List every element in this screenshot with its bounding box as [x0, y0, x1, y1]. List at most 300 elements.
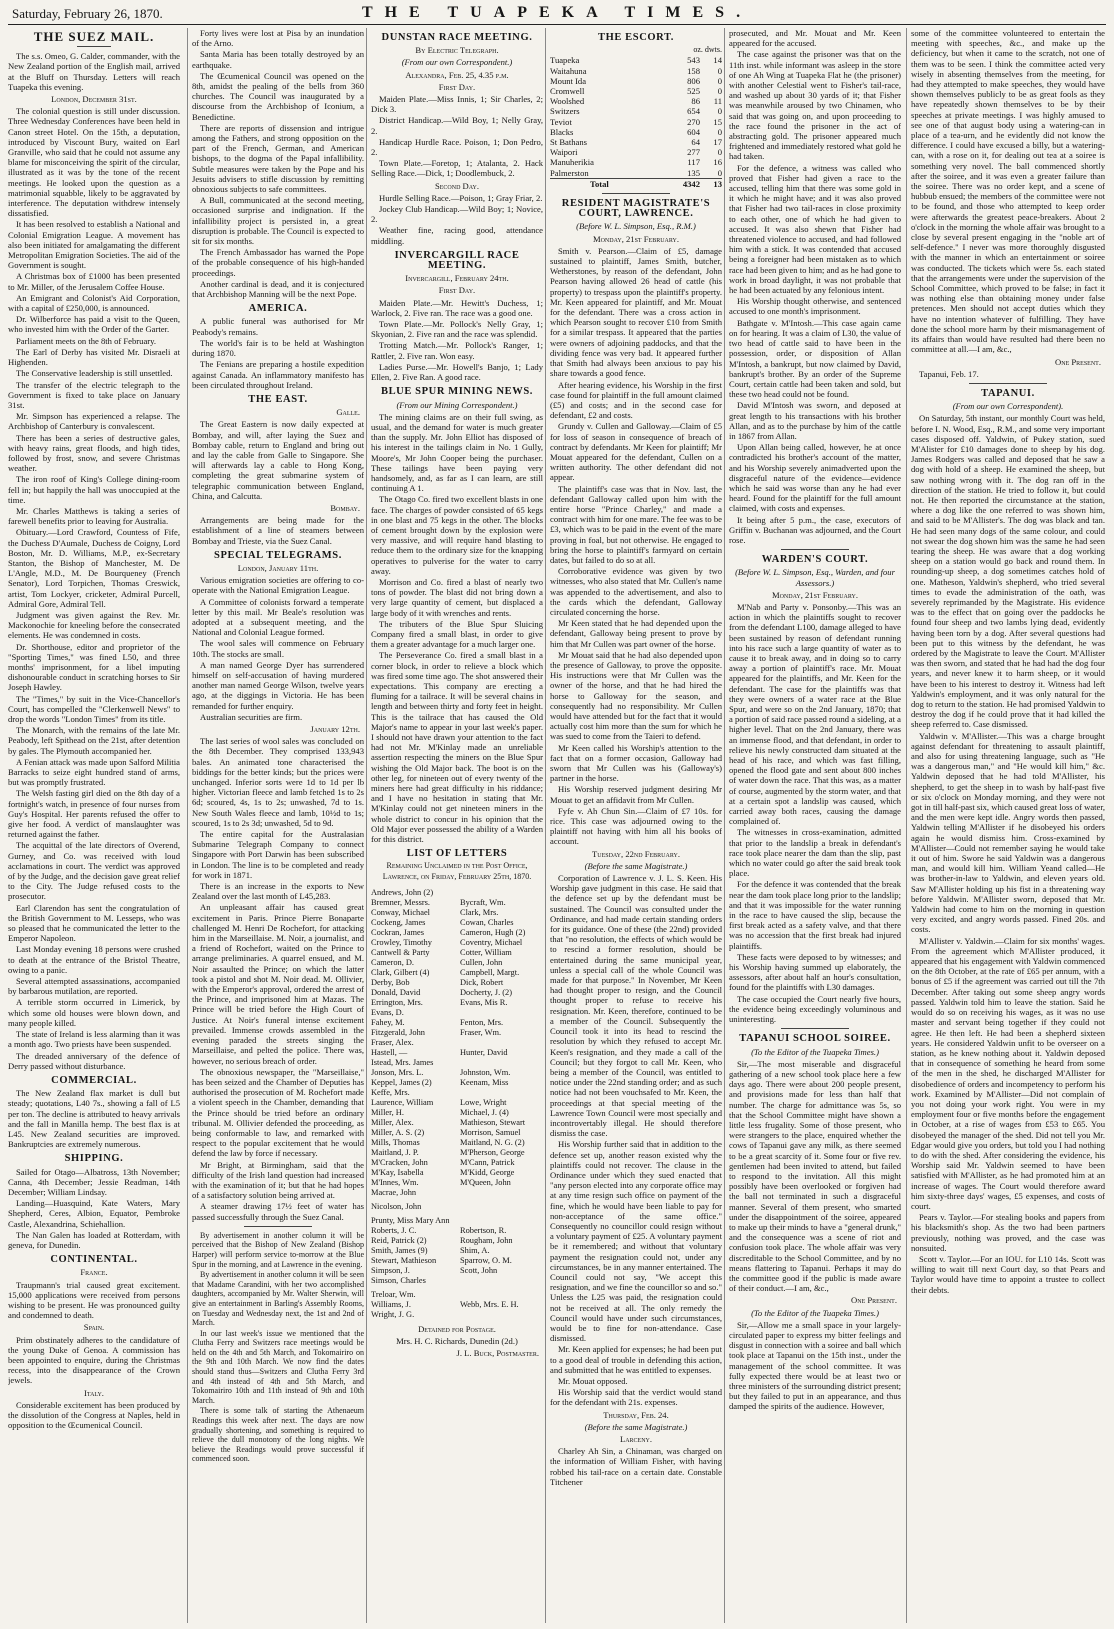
- escort-oz: 654: [687, 106, 700, 117]
- paragraph: The state of Ireland is less alarming than it was a month ago. Two priests have been suspended.: [8, 1029, 180, 1050]
- subheading: Second Day.: [434, 180, 480, 191]
- escort-row: [550, 106, 722, 116]
- escort-row: [550, 117, 722, 127]
- letter-name: Cockeng, James: [371, 917, 426, 927]
- paragraph: The dreaded anniversary of the defence of Derry passed without disturbance.: [8, 1050, 180, 1071]
- escort-dwt: 17: [713, 137, 722, 148]
- column-5: [724, 28, 901, 1623]
- paragraph: The acquittal of the late directors of Overend, Gurney, and Co. was received with loud acclamations in court. The verdict was approved of by the Judge, and the decision gave great relief to the City. The Judge refused costs to the prosecutor.: [8, 840, 180, 902]
- paragraph: Considerable excitement has been produced by the dissolution of the Congress at Naples, held in opposition to the Œcumenical Council.: [8, 1399, 180, 1431]
- escort-dwt: 0: [717, 147, 722, 158]
- letter-name: Coventry, Michael: [460, 937, 523, 947]
- paragraph: A man named George Dyer has surrendered himself on self-accusation of having murdered another man named George Wilson, twelve years ago, at the diggings in Victoria. He has been remanded for further enquiry.: [192, 659, 364, 711]
- paragraph: M'Allister v. Yaldwin.—Claim for six months' wages. From the agreement which M'Allister produced, it appeared that his engagement with Yaldwin commenced on the 8th October, at the rate of £65 per annum, with a bonus of £5 if the agreement was carried out till the 7th December. After taking out some sheep angry words passed. Yaldwin told him to leave the station. Said he would do so on receiving his wages, as it was no use master and servant being together if they could not agree. He then left. He had been a shepherd sixteen years. He considered Yaldwin unfit to be overseer on a station, as he knew nothing about it. Yaldwin deposed that in consequence of something he heard from some of the men in the shed, he discharged M'Allister for disobedience of orders and incompetency to perform his work. Examined by M'Allister—Did not complain of you not doing your work right. You were in my employment four or five months before the engagement in October, at a rise of wages from £53 to £65. You disobeyed the manager of the shed. Did not tell you Mr. Edgar would give you orders, but told you I had nothing to do with the shed. After considering the evidence, his Worship said Mr. Yaldwin seemed to have been satisfied with M'Allister, as he had promoted him at an increase of wages. The Court would therefore award him sixty-three days' wages, £5 expenses, and costs of court.: [911, 935, 1105, 1211]
- letter-name: Sparrow, O. M.: [460, 1255, 512, 1265]
- escort-name: Waipori: [550, 147, 578, 158]
- byline: By Electric Telegraph.: [415, 45, 499, 56]
- divider: [244, 1226, 313, 1227]
- letter-name: Bycraft, Wm.: [460, 897, 506, 907]
- tapanui-heading: TAPANUI.: [981, 387, 1035, 399]
- letter-name: Clark, Mrs.: [460, 907, 499, 917]
- letter-name: Robertson, R.: [460, 1225, 507, 1235]
- paragraph: Charley Ah Sin, a Chinaman, was charged on the information of William Fisher, with having robbed his tail-race on a certain date. Constable Titchener: [550, 1446, 722, 1487]
- paragraph: It being after 5 p.m., the case, executors of Griffin v. Buchanan was adjourned, and the Court rose.: [729, 514, 901, 545]
- letter-name: Bremner, Messrs.: [371, 897, 430, 907]
- dateline: Thursday, Feb. 24.: [603, 1409, 669, 1420]
- divider: [602, 193, 671, 194]
- letter-name: Fahey, M.: [371, 1017, 405, 1027]
- paragraph: Mr. Simpson has experienced a relapse. The Archbishop of Canterbury is convalescent.: [8, 411, 180, 432]
- paragraph: Prim obstinately adheres to the candidature of the young Duke of Genoa. A commission has been appointed to enquire, during the Christmas recess, into the disappearance of the Crown jewels.: [8, 1334, 180, 1386]
- escort-name: Blacks: [550, 126, 574, 137]
- letter-name: Simson, Charles: [371, 1275, 426, 1285]
- paragraph: The Earl of Derby has visited Mr. Disraeli at Highenden.: [8, 346, 180, 368]
- letter-name: Webb, Mrs. E. H.: [460, 1299, 519, 1309]
- letter-name: Rougham, John: [460, 1235, 513, 1245]
- paragraph: The transfer of the electric telegraph to the Government is fixed to take place on January 31st.: [8, 379, 180, 410]
- paragraph: David M'Intosh was sworn, and deposed at great length to his transactions with his brother Allan, and as to the purchase by him of the cattle in 1867 from Allan.: [729, 400, 901, 441]
- column-4: [545, 28, 722, 1623]
- paragraph: There is some talk of starting the Athenaeum Readings this week after next. The days are now gradually shortening, and something is required to relieve the dull monotony of the long nights. We believe the Readings would prove successful if commenced soon.: [192, 1406, 364, 1464]
- letter-name: M'Queen, John: [460, 1177, 511, 1187]
- escort-name: Manuherikia: [550, 157, 594, 168]
- letter-name: Jonson, Mrs. L.: [371, 1067, 424, 1077]
- paragraph: Parliament meets on the 8th of February.: [16, 335, 157, 346]
- paragraph: M'Nab and Party v. Ponsonby.—This was an action in which the plaintiffs sought to recover from the defendant L100, damage alleged to have been sustained by reason of defendant running into his race such a large quantity of water as to cause it to break away, and in doing so to carry away a portion of plaintiff's race. Mr. Mouat appeared for the plaintiffs, and Mr. Keen for the defendant. The case for the plaintiffs was that they were owners of a water race at the Blue Spur, and were so on the 2nd January, 1870; that a portion of said race passed round a sideling, at a higher level. That on the 2nd January, there was an immense flood, and that defendant, in order to relieve his newly constructed dam situated at the head of his race, and which was fast filling, opened the flood gate and sent about 800 inches of water down the race. That this was, as a matter of course, augmented by the storm water, and that at a certain spot a landslip was caused, which carried away both races, causing the damage complained of.: [729, 601, 901, 827]
- paragraph: Various emigration societies are offering to co-operate with the National Emigration League.: [192, 575, 364, 596]
- subheading-spain: Spain.: [83, 1322, 105, 1333]
- letter-address: (To the Editor of the Tuapeka Times.): [751, 1046, 879, 1057]
- letter-name: Simpson, J.: [371, 1265, 410, 1275]
- escort-dwt: 0: [717, 65, 722, 76]
- paragraph: Dr. Shorthouse, editor and proprietor of the "Sporting Times," was fined L50, and three months' imprisonment, for a libel imputing dishonourable conduct in scratching horses to Sir Joseph Hawley.: [8, 641, 180, 693]
- paragraph: A steamer drawing 17½ feet of water has passed successfully through the Suez Canal.: [192, 1201, 364, 1222]
- letter-name: Keenam, Miss: [460, 1077, 509, 1087]
- letter-name: Stewart, Mathieson: [371, 1255, 437, 1265]
- paragraph: Trotting Match.—Mr. Pollock's Ranger, 1; Rattler, 2. Five ran. Won easy.: [371, 340, 543, 361]
- paragraph: The Nan Galen has loaded at Rotterdam, with geneva, for Dunedin.: [8, 1229, 180, 1250]
- subheading: Larceny.: [619, 1434, 653, 1445]
- letter-name: Mathieson, Stewart: [460, 1117, 526, 1127]
- escort-name: Teviot: [550, 116, 572, 127]
- paragraph: The colonial question is still under discussion. Three Wednesday Conferences have been held in Canon street Hotel. On the 15th, a deputation, introduced by Viscount Bury, waited on Earl Granville, who said that he could not assume any blame for misconceiving the spirit of the circular, illustrated as it was by the tone of the recent meetings. He looked upon the question as a matrimonial squabble, likely to be aggravated by interference. The deputation withdrew intensely dissatisfied.: [8, 106, 180, 219]
- escort-name: Mount Ida: [550, 75, 587, 86]
- list-of-letters-heading: LIST OF LETTERS: [406, 848, 508, 860]
- letter-name: Michael, J. (4): [460, 1107, 509, 1117]
- paragraph: His Worship reserved judgment desiring Mr Mouat to get an affidavit from Mr Cullen.: [550, 784, 722, 805]
- dateline: Tuesday, 22nd February.: [591, 848, 680, 859]
- east-heading: THE EAST.: [248, 393, 308, 405]
- letter-name: Cullen, John: [460, 957, 503, 967]
- letter-name: Keppel, James (2): [371, 1077, 432, 1087]
- paragraph: By advertisement in another column it will be perceived that the Bishop of New Zealand (Bishop Harper) will perform service to-morrow at the Blue Spur in the morning, and at Lawrence in the evening.: [192, 1230, 364, 1269]
- paragraph: His Worship thought otherwise, and sentenced accused to one month's imprisonment.: [729, 296, 901, 317]
- letter-name: M'Kay, Isabella: [371, 1167, 424, 1177]
- paragraph: The Monarch, with the remains of the late Mr. Peabody, left Spithead on the 21st, after detention by gales. The Plymouth accompanied her.: [8, 725, 180, 756]
- letter-name: Reid, Patrick (2): [371, 1235, 427, 1245]
- paragraph: Bathgate v. M'Intosh.—This case again came on for hearing. It was a claim of L30, the value of two head of cattle said to have been in the possession, order, or disposition of Allan M'Intosh, a bankrupt, but now claimed by David, bankrupt's brother. By an order of the Supreme Court, certain cattle had been taken and sold, but these two head could not be found.: [729, 317, 901, 400]
- dateline: Invercargill, February 24th.: [405, 273, 509, 284]
- letter-name: Errington, Mrs.: [371, 997, 423, 1007]
- letters-list: [371, 884, 543, 1320]
- escort-row: [550, 127, 722, 137]
- paragraph: The Conservative leadership is still unsettled.: [16, 368, 173, 379]
- paragraph: The world's fair is to be held at Washington during 1870.: [192, 337, 364, 359]
- paragraph: some of the committee volunteered to entertain the meeting with speeches, &c., and make up the deficiency, but when it came to the scratch, not one of them was to be seen. I think the committee acted very wisely in absenting themselves from the meeting, for had they attempted to make speeches, they would have shown themselves publicly to be as great fools as they have repeatedly shown themselves to be by their speeches at private meetings. I was highly amused to see one of that august body using a watering-can in place of a tea-urn, and he evidently did not know the difference. I could have excused a billy, but a watering-can, with a rose on it, for dealing out tea at a soiree is something very novel. The ball commenced shortly after the soiree, and it was even a greater failure than the soiree. There was no order kept, and a scene of hubbub ensued; the members of the committee were not to be found, and those who attempted to keep order were afterwards the greatest peace-breakers. About 2 o'clock in the morning the whole affair was brought to a close by several present engaging in the "noble art of self-defence." I never was more thoroughly disgusted with the manner in which an entertainment or soiree was conducted. The tickets which were 5s. each stated that the arrangements were under the supervision of the School Committee, which proved to be false; in fact it was nothing else than obtaining money under false pretences. Men should not accept duties which they have no intention whatever of fulfilling. They have done the school more harm by their mismanagement of its affairs than would have resulted had there been no committee at all.—I am, &c.,: [911, 28, 1105, 355]
- letter-name: Fraser, Wm.: [460, 1027, 502, 1037]
- paragraph: Hurdle Selling Race.—Poison, 1; Gray Friar, 2.: [379, 192, 543, 203]
- escort-row: [550, 96, 722, 106]
- letter-address: (To the Editor of the Tuapeka Times.): [751, 1307, 879, 1318]
- paragraph: Obituary.—Lord Crawford, Countess of Fife, the Duchess D'Aumale, Duchess de Coigny, Lord Boston, Mr. D. Williams, M.P., ex-Secretary Stanton, the Bishop of Manchester, M. De L'Angle, M.D., M. De Bourqueney (French Senator), Lord Torpichen, Thomas Creswick, artist, Tom Lockyer, cricketer, Admiral Purcell, Admiral Gore, Admiral Tell.: [8, 527, 180, 609]
- escort-dwt: 0: [717, 106, 722, 117]
- total-dwt: 13: [700, 178, 722, 189]
- escort-oz: 543: [687, 55, 700, 66]
- paragraph: The mining claims are on their full swing, as usual, and the demand for water is much greater than the supply. Mr. John Elliot has disposed of his interest in the tailings claim in No. 1 Gully, Moore's, Mr John Cooper being the purchaser. These tailings have been paying very handsomely, and, as far as I can learn, are still continuing A 1.: [371, 411, 543, 494]
- column-1: [8, 28, 180, 1623]
- escort-oz: 806: [687, 75, 700, 86]
- newspaper-title: THE TUAPEKA TIMES.: [361, 4, 753, 21]
- paragraph: Corporation of Lawrence v. J. L. S. Keen. His Worship gave judgment in this case. He said that the defence set up by the defendant must be sustained. The Council was consulted under the Ordinance, and had made certain standing orders for its guidance. One of these (the 22nd) provided that "no resolution, the effects of which would be to rescind a former resolution, should be entertained during the same municipal year, unless a special call of the whole Council was made for that purpose." In November, Mr Keen had thought proper to resign, and the Council thought proper to refuse to receive his resignation. Mr. Keen, therefore, continued to be a member of the Council. Subsequently the Council took it into its head to rescind the resolution by which they refused to accept Mr. Keen's resignation, and they made a call of the Council; but they forgot to call Mr. Keen, who being a member of the Council, was entitled to notice under the 22nd standing order; and as such notice had not been vouchsafed to Mr. Keen, the proceedings at that special meeting of the Lawrence Town Council were most specially and incontrovertably illegal. He should therefore dismiss the case.: [550, 873, 722, 1139]
- letter-name: Conway, Michael: [371, 907, 430, 917]
- paragraph: There are reports of dissension and intrigue among the Fathers, and strong opposition on the part of the French, German, and American bishops, to the dogma of the Papal infallibility. Subtle measures were taken by the Pope and his Jesuits advisers to stifle discussion by remitting obnoxious subjects to safe committees.: [192, 122, 364, 195]
- letter-name: Miller, Alex.: [371, 1117, 414, 1127]
- escort-row: [550, 66, 722, 76]
- paragraph: Jockey Club Handicap.—Wild Boy; 1; Novice, 2.: [371, 204, 543, 225]
- escort-units: oz. dwts.: [693, 45, 722, 55]
- letter-name: Shim, A.: [460, 1245, 490, 1255]
- paragraph: Scott v. Taylor.—For an IOU. for L10 14s. Scott was willing to wait till next Court day, so that Pears and Taylor would have time to appoint a trustee to collect their debts.: [911, 1253, 1105, 1295]
- tapanui-soiree-heading: TAPANUI SCHOOL SOIREE.: [739, 1033, 891, 1045]
- escort-oz: 604: [687, 126, 700, 137]
- paragraph: Handicap Hurdle Race. Poison, 1; Don Pedro, 2.: [371, 136, 543, 158]
- dateline: Monday, 21st February.: [592, 233, 680, 244]
- letter-name: Treloar, Wm.: [371, 1289, 416, 1299]
- letter-name: [460, 1008, 543, 1018]
- court-before: (Before the same Magistrate.): [584, 860, 688, 871]
- paragraph: A Bull, communicated at the second meeting, occasioned surprise and indignation. If the infallibility project is persisted in, a great disruption is probable. The Council is expected to sit for six months.: [192, 195, 364, 247]
- paragraph: Santa Maria has been totally destroyed by an earthquake.: [192, 49, 364, 70]
- letter-name: Nicolson, John: [371, 1201, 422, 1211]
- paragraph: It has been resolved to establish a National and Colonial Emigration League. A movement has also been initiated for amalgamating the different Metropolitan Emigration Societies. The aid of the Government is sought.: [8, 219, 180, 271]
- paragraph: The Perseverance Co. fired a small blast in a corner block, in order to relieve a block which was fired some time ago. The shot answered their expectations. This company are erecting a fluming for a tailrace. It will be several chains in length and between thirty and forty feet in height. This is the tailrace that has caused the Old Major's name to appear in your last week's paper. I should not have drawn your attention to the fact had not Mr. M'Kinlay made an unreliable assertion respecting the miners on the Blue Spur wishing the Old Major back. The boot is on the other leg, for nineteen out of every twenty of the miners here had great difficulty in his riddance; and I have no hesitation in stating that Mr. M'Kinlay could not get nineteen miners in the whole district to concur in his opinion that the Old Major ever possessed the ability of a Warden for this district.: [371, 650, 543, 845]
- paragraph: Maiden Plate.—Miss Innis, 1; Sir Charles, 2; Dick 3.: [371, 94, 543, 115]
- paragraph: His Worship said that the verdict would stand for the defendant with 21s. expenses.: [550, 1387, 722, 1408]
- escort-name: Waitahuna: [550, 65, 587, 76]
- letter-name: Crowley, Timothy: [371, 937, 432, 947]
- subheading: First Day.: [438, 81, 476, 92]
- dateline: London, January 11th.: [237, 562, 319, 573]
- escort-dwt: 11: [713, 96, 722, 107]
- paragraph: The Welsh fasting girl died on the 8th day of a fortnight's watch, in presence of four nurses from Guy's Hospital. Her parents refused the offer to give her food. A verdict of manslaughter was returned against the father.: [8, 788, 180, 840]
- paragraph: District Handicap.—Wild Boy, 1; Nelly Gray, 2.: [371, 115, 543, 136]
- paragraph: In our last week's issue we mentioned that the Clutha Ferry and Switzers race meetings would be held on the 4th and 5th March, and Tokomairiro on the 9th and 10th March. We now find the dates should stand thus—Switzers and Clutha Ferry 3rd and 4th instead of 4th and 5th March, and Tokomairiro 10th and 11th instead of 9th and 10th March.: [192, 1328, 364, 1405]
- page-columns: [8, 28, 1106, 1623]
- letter-name: Wright, J. G.: [371, 1309, 415, 1319]
- letter-name: [460, 1058, 543, 1068]
- byline: (From our Mining Correspondent.): [396, 399, 518, 410]
- escort-dwt: 0: [717, 167, 722, 178]
- letter-signature: One Present.: [851, 1295, 897, 1306]
- total-label: Total: [550, 178, 672, 189]
- continental-heading: CONTINENTAL.: [50, 1254, 138, 1266]
- paragraph: Mr. Mouat opposed.: [558, 1376, 628, 1386]
- suez-mail-heading: THE SUEZ MAIL.: [33, 29, 155, 44]
- letter-name: Andrews, John (2): [371, 887, 434, 897]
- paragraph: The French Ambassador has warned the Pope of the probable consequence of his high-handed proceedings.: [192, 247, 364, 278]
- paragraph: The plaintiff's case was that in Nov. last, the defendant Galloway called upon him with the entire horse "Prince Charley," and made a contract with him for one mare. The fee was to be £3, which was to be paid in the event of the mare proving in foal, but not otherwise. He engaged to bring the horse to plaintiff's farmyard on certain dates, but failed to do so at all.: [550, 483, 722, 565]
- paragraph: Town Plate.—Foretop, 1; Atalanta, 2. Hack Selling Race.—Dick, 1; Doodlembuck, 2.: [371, 158, 543, 179]
- divider: [77, 46, 111, 47]
- paragraph: Landing—Huasquind, Kate Waters, Mary Shepherd, Ceres, Albion, Equator, Pembroke Castle, Alexandrina, Schiehallion.: [8, 1198, 180, 1229]
- escort-oz: 86: [691, 96, 700, 107]
- paragraph: By advertisement in another column it will be seen that Madame Carandini, with her two accomplished daughters, accompanied by Mr. Walter Sherwin, will give an entertainment in Barling's Assembly Rooms, on Tuesday and Wednesday next, the 1st and 2nd of March.: [192, 1270, 364, 1328]
- escort-oz: 525: [687, 86, 700, 97]
- dateline: Alexandra, Feb. 25, 4.35 p.m.: [405, 69, 509, 80]
- paragraph: Several attempted assassinations, accompanied by barbarous mutilation, are reported.: [8, 976, 180, 997]
- letter-name: Evans, Mis R.: [460, 997, 508, 1007]
- paragraph: Maiden Plate.—Mr. Hewitt's Duchess, 1; Warlock, 2. Five ran. The race was a good one.: [371, 297, 543, 318]
- paragraph: Mr Bright, at Birmingham, said that the difficulty of the Irish land question had increased with the examination of it; but that he had hopes of a satisfactory solution being arrived at.: [192, 1159, 364, 1201]
- special-telegrams-heading: SPECIAL TELEGRAMS.: [214, 549, 342, 561]
- paragraph: Fyfe v. Ah Chun Sin.—Claim of £7 10s. for rice. This case was adjourned owing to the plaintiff not having with him all his books of account.: [550, 805, 722, 847]
- paragraph: The witnesses in cross-examination, admitted that prior to the landslip a break in defendant's race took place nearer the dam than the slip, past which no water could go after the said break took place.: [729, 827, 901, 879]
- paragraph: A Christmas box of £1000 has been presented to Mr. Miller, of the Jerusalem Coffee House.: [8, 271, 180, 292]
- paragraph: These facts were deposed to by witnesses; and his Worship having summed up elaborately, the assessors, after about half an hour's consultation, found for the plaintiffs with L30 damages.: [729, 951, 901, 993]
- letter-name: Docherty, J. (2): [460, 987, 513, 997]
- letter-name: Smith, James (9): [371, 1245, 428, 1255]
- letter-name: [460, 1088, 543, 1098]
- letter-name: Laurence, William: [371, 1097, 434, 1107]
- court-before: (Before the same Magistrate.): [584, 1421, 688, 1432]
- escort-dwt: 0: [717, 86, 722, 97]
- letter-name: Cantwell & Party: [371, 947, 430, 957]
- postmaster-signature: J. L. Buck, Postmaster.: [456, 1348, 539, 1359]
- subheading-galle: Galle.: [336, 407, 360, 418]
- paragraph: Mr Mouat said that he had also depended upon the presence of Galloway, to prove the opposite. His instructions were that Mr Cullen was the owner of the horse, and that he had hired the horse to Galloway for the season, and consequently had no responsibility. Mr Cullen would have attended but for the fact that it would actually cost him more than the sum for which he was sued to come from the Taieri to defend.: [550, 649, 722, 742]
- paragraph: Ladies Purse.—Mr. Howell's Banjo, 1; Lady Ellen, 2. Five Ran. A good race.: [371, 361, 543, 383]
- letter-place: Tapanui, Feb. 17.: [919, 368, 979, 379]
- total-oz: 4342: [672, 178, 700, 189]
- paragraph: Mr Keen called his Worship's attention to the fact that on a former occasion, Galloway had sworn that Mr Cullen was his (Galloway's) partner in the horse.: [550, 742, 722, 784]
- letter-name: M'Cann, Patrick: [460, 1157, 515, 1167]
- letter-signature: One Present.: [1055, 356, 1101, 367]
- court-before: (Before W. L. Simpson, Esq., Warden, and four Assessors.): [735, 567, 895, 588]
- escort-row: [550, 147, 722, 157]
- escort-row: [550, 55, 722, 65]
- escort-name: Palmerston: [550, 167, 589, 178]
- dateline: January 12th.: [310, 724, 360, 734]
- letter-name: Fraser, Alex.: [371, 1037, 414, 1047]
- escort-row: [550, 76, 722, 86]
- escort-row: [550, 157, 722, 167]
- letters-subtitle: Remaining Unclaimed in the Post Office, Lawrence, on Friday, February 25th, 1870.: [382, 861, 532, 881]
- letter-name: M'Cracken, John: [371, 1157, 428, 1167]
- letter-name: Evans, D.: [371, 1007, 404, 1017]
- escort-oz: 135: [687, 167, 700, 178]
- letter-name: Clark, Gilbert (4): [371, 967, 430, 977]
- paragraph: Upon Allan being called, however, he at once contradicted his brother's account of the matter, and his Worship severely animadverted upon the disgraceful nature of the evidence—evidence which he said was worse than any he had ever heard. Found for the plaintiff for the full amount claimed, with costs and expenses.: [729, 442, 901, 514]
- paragraph: Last Monday evening 18 persons were crushed to death at the entrance of the Bristol Theatre, owing to a panic.: [8, 944, 180, 975]
- letter-name: Miller, A. S. (2): [371, 1127, 425, 1137]
- paragraph: Sir,—Allow me a small space in your largely-circulated paper to express my bitter feelings and disgust in connection with a soiree and ball which took place at Tapanui on the 15th inst., under the management of the school committee. It was fully expected there would be at least two or three ministers of the surrounding district present; but they failed to put in an appearance, and thus damped the spirits of the audience. However,: [729, 1319, 901, 1412]
- paragraph: The Fenians are preparing a hostile expedition against Canada. An inflammatory manifesto has been circulated throughout Ireland.: [192, 359, 364, 390]
- escort-name: Tuapeka: [550, 55, 580, 66]
- paragraph: Mr. Charles Matthews is taking a series of farewell benefits prior to leaving for Australia.: [8, 505, 180, 527]
- divider: [969, 383, 1047, 384]
- column-6: [906, 28, 1105, 1623]
- paragraph: An unpleasant affair has caused great excitement in Paris. Prince Pierre Bonaparte challenged M. Henri De Rochefort, for attacking him in the Marseillaise. M. Noir, a journalist, and a friend of Rochefort, waited on the Prince to arrange preliminaries. A quarrel ensued, and M. Noir assaulted the Prince; on which the latter took a pistol and shot M. Noir dead. M. Ollivier, with the Emperor's approval, ordered the arrest of the Prince, and imprisoned him at Mazas. The Prince will be tried before the High Court of Justice. At Noir's funeral intense excitement prevailed. Immense crowds assembled in the evening paraded the streets singing the Marseillaise, and pelted the police. There was, however, no serious breach of order.: [192, 902, 364, 1066]
- escort-oz: 277: [687, 147, 700, 158]
- letter-name: Cowan, Charles: [460, 917, 514, 927]
- letter-name: Fenton, Mrs.: [460, 1017, 504, 1027]
- escort-dwt: 14: [713, 55, 722, 66]
- paragraph: Dr. Wilberforce has paid a visit to the Queen, who invested him with the Order of the Garter.: [8, 314, 180, 335]
- escort-oz: 158: [687, 65, 700, 76]
- commercial-heading: COMMERCIAL.: [51, 1074, 137, 1086]
- paragraph: A public funeral was authorised for Mr Peabody's remains.: [192, 316, 364, 337]
- paragraph: Mr. Keen applied for expenses; he had been put to a good deal of trouble in defending this action, and submitted that he was entitled to expenses.: [550, 1344, 722, 1375]
- letter-name: Istead, Mrs. James: [371, 1057, 434, 1067]
- dateline: Monday, 21st February.: [771, 589, 859, 600]
- paragraph: Morrison and Co. fired a blast of nearly two tons of powder. The blast did not bring down a very large quantity of cement, but displaced a large body of it with wrenches and rents.: [371, 576, 543, 618]
- dunstan-race-heading: DUNSTAN RACE MEETING.: [381, 32, 533, 43]
- letter-name: Cameron, D.: [371, 957, 415, 967]
- letter-name: Keffe, Mrs.: [371, 1087, 410, 1097]
- invercargill-race-heading: INVERCARGILL RACE MEETING.: [394, 249, 520, 272]
- paragraph: prosecuted, and Mr. Mouat and Mr. Keen appeared for the accused.: [729, 28, 901, 49]
- paragraph: Grundy v. Cullen and Galloway.—Claim of £5 for loss of season in consequence of breach of contract by defendants. Mr Keen for plaintiff; Mr Mouat appeared for the defendant, Cullen on a written authority. The other defendant did not appear.: [550, 421, 722, 483]
- blue-spur-heading: BLUE SPUR MINING NEWS.: [380, 386, 534, 398]
- paragraph: The case against the prisoner was that on the 11th inst. while informant was asleep in the store of one Ah Wing at Tuapeka Flat he (the prisoner) with another Celestial went to Fisher's tail-race, and washed up about 30 yards of it; that Fisher was meanwhile aroused by two Chinamen, who said that was going on, and upon proceeding to the race found the prisoner in the act of abstracting gold. The prisoner appeared much frightened and immediately restored what gold he had taken.: [729, 49, 901, 162]
- paragraph: His Worship further said that in addition to the defence set up, another reason existed why the plaintiffs could not recover. The clause in the Ordinance under which they sued enacted that "any person elected into any corporate office may at any time resign such office on payment of the fine, which he would have been liable to pay for non-acceptance of the same office." Consequently no councillor could resign without a voluntary payment of £25. A voluntary payment be it remembered; and without that voluntary payment the resignation could not, under any circumstances, be in any manner entertained. The Council could not say, "We accept this resignation, and we fine the councillor so and so." Unless the L25 was paid, the resignation could not be received at all. The only remedy the Council would have under such circumstances, would be to fine for non-attendance. Case dismissed.: [550, 1139, 722, 1344]
- subheading-italy: Italy.: [84, 1387, 104, 1398]
- resident-magistrate-court-heading: RESIDENT MAGISTRATE'S COURT, LAWRENCE.: [561, 198, 711, 220]
- paragraph: Town Plate.—Mr. Pollock's Nelly Gray, 1; Skyonian, 2. Five ran and the race was splendid.: [371, 319, 543, 340]
- byline: (From our own Correspondent).: [952, 401, 1064, 412]
- letter-name: Prunty, Miss Mary Ann: [371, 1215, 450, 1225]
- paragraph: There is an increase in the exports to New Zealand over the last month of L45,283.: [192, 881, 364, 902]
- paragraph: The tributers of the Blue Spur Sluicing Company fired a small blast, in order to give them a greater advantage for a much larger one.: [371, 618, 543, 650]
- letter-name: Cockran, James: [371, 927, 425, 937]
- escort-oz: 64: [691, 137, 700, 148]
- paragraph: The Otago Co. fired two excellent blasts in one face. The charges of powder consisted of 65 kegs in one blast and 75 kegs in the other. The blocks of cement brought down by the explosion were very massive, and will require hand blasting to reduce them to the ordinary size for the knapping operatives to pulverise for the water to carry away.: [371, 494, 543, 576]
- subheading: First Day.: [438, 285, 476, 296]
- escort-heading: THE ESCORT.: [597, 32, 675, 43]
- letter-name: Williams, J.: [371, 1299, 411, 1309]
- letter-name: [460, 1310, 543, 1320]
- paragraph: The s.s. Omeo, G. Calder, commander, with the New Zealand portion of the English mail, arrived at the Bluff on Thursday. Letters will reach Tuapeka this evening.: [8, 51, 180, 92]
- paragraph: There has been a series of destructive gales, with heavy rains, great floods, and high tides, followed by frost, snow, and severe Christmas weather.: [8, 432, 180, 474]
- letter-name: [460, 1038, 543, 1048]
- letter-name: M'Innes, Wm.: [371, 1177, 419, 1187]
- paragraph: Smith v. Pearson.—Claim of £5, damage sustained to plaintiff, James Smith, butcher, Wetherstones, by reason of the defendant, John Pearson having allowed 26 head of cattle (his property) to trespass upon the plaintiff's property. Mr. Keen appeared for plaintiff, and Mr. Mouat for the defendant. There was a cross action in which Pearson sought to recover £10 from Smith for a similar trespass. It appeared that the parties were owners of adjoining paddocks, and that the dividing fence was very bad. It appeared further that Smith had always been anxious to pay his share towards a good fence.: [550, 245, 722, 379]
- column-3: [366, 28, 543, 1623]
- wardens-court-heading: WARDEN'S COURT.: [761, 554, 869, 566]
- paragraph: An Emigrant and Colonist's Aid Corporation, with a capital of £250,000, is announced.: [8, 292, 180, 314]
- escort-row: [550, 168, 722, 179]
- escort-oz: 270: [687, 116, 700, 127]
- byline: (From our own Correspondent.): [401, 57, 513, 68]
- paragraph: Another cardinal is dead, and it is conjectured that Archbishop Manning will be the next Pope.: [192, 278, 364, 300]
- paragraph: The case occupied the Court nearly five hours, the evidence being exceedingly voluminous and uninteresting.: [729, 993, 901, 1025]
- escort-oz: 117: [687, 157, 700, 168]
- escort-dwt: 0: [717, 126, 722, 137]
- escort-name: St Bathans: [550, 137, 588, 148]
- escort-dwt: 15: [713, 116, 722, 127]
- paragraph: Traupmann's trial caused great excitement. 15,000 applications were received from persons wishing to be present. He was pronounced guilty and condemned to death.: [8, 1279, 180, 1321]
- letter-name: Maitland, N. G. (2): [460, 1137, 525, 1147]
- america-heading: AMERICA.: [248, 303, 308, 315]
- letter-name: Roberts, J. C.: [371, 1225, 417, 1235]
- escort-dwt: 0: [717, 75, 722, 86]
- paragraph: Yaldwin v. M'Allister.—This was a charge brought against defendant for threatening to assault plaintiff, and also for using threatening language, such as "He was a dangerous man," and "He would kill him," &c. Yaldwin deposed that he had told M'Allister, his shepherd, to get the sheep in to wash by half-past five or six o'clock on Monday morning, and they were not got in till half-past six, which caused great loss of water, and the men were kept idle. Angry words then passed, Yaldwin telling M'Allister if he disobeyed his orders again he would dismiss him. Cross-examined by M'Allister—Could not remember saying he would take it out of him. Swore he said Yaldwin was a dangerous man, and would kill him. William Yeand called—He was brother-in-law to Yaldwin, and eleven years old. Saw M'Allister holding up his fist in a threatening way before Yaldwin. M'Allister sworn, deposed that Mr. Yaldwin had come to him on the morning in question very excited, and angry words passed. Fined 20s. and costs.: [911, 730, 1105, 935]
- letter-name: Dick, Robert: [460, 977, 504, 987]
- column-2: [187, 28, 364, 1623]
- letter-name: [460, 1276, 543, 1286]
- paragraph: Arrangements are being made for the establishment of a line of steamers between Bombay and Trieste, via the Suez Canal.: [192, 515, 364, 546]
- paragraph: The "Times," by suit in the Vice-Chancellor's Court, has compelled the "Clerkenwell News" to drop the words "London Times" from its title.: [8, 693, 180, 724]
- escort-dwt: 16: [713, 157, 722, 168]
- letter-name: Cameron, Hugh (2): [460, 927, 526, 937]
- paragraph: The Great Eastern is now daily expected at Bombay, and will, after laying the Suez and Bombay cable, return to England and bring out and lay the cable from Galle to Singapore. She will afterwards lay a cable to Hong Kong, completing the great submarine system of telegraphic communication between England, China, and Calcutta.: [192, 419, 364, 501]
- paragraph: A Fenian attack was made upon Salford Militia Barracks to seize eight hundred stand of arms, but was promptly frustrated.: [8, 756, 180, 788]
- detained-item: Mrs. H. C. Richards, Dunedin (2d.): [396, 1336, 518, 1347]
- paragraph: Sir,—The most miserable and disgraceful gathering of a new school took place here a few days ago. There were about 200 people present, and provisions made for less than half that number. The charge for admittance was 5s, so that the School Committee might have shown a little less frugality. Some of those present, who were strangers to the place, enquired whether the cows of Tapanui gave any milk, as there seemed to be a great scarcity of it. Some four or five rev. gentlemen had been invited to attend, but failed to respond to the invitation. All this might possibly have been overlooked or forgiven had the ball not terminated in such a disgraceful manner. Several of them present, who smarted under the disappointment of the soiree, appeared to make up their minds to have a "general drunk," and the consequence was a scene of riot and confusion took place. The whole affair was very discreditable to the School Committee, and by no means flattering to Tapanui. Perhaps it may do the committee good if the public is made aware of their conduct.—I am, &c.,: [729, 1058, 901, 1294]
- masthead: [8, 4, 1106, 25]
- letter-name: Maitland, J. P.: [371, 1147, 419, 1157]
- paragraph: Pears v. Taylor.—For stealing books and papers from his blacksmith's shop. As the two had been partners previously, nothing was proved, and the case was nonsuited.: [911, 1212, 1105, 1253]
- shipping-heading: SHIPPING.: [64, 1153, 124, 1165]
- escort-row: [550, 137, 722, 147]
- escort-name: Cromwell: [550, 86, 585, 97]
- subheading: Detained for Postage.: [418, 1323, 496, 1334]
- letter-name: Hastell, —: [371, 1047, 408, 1057]
- letter-name: M'Pherson, George: [460, 1147, 525, 1157]
- letter-name: Donald, David: [371, 987, 421, 997]
- paragraph: A Committee of colonists forward a temperate letter by this mail. Mr Beale's resolution was adopted at a subsequent meeting, and the National and Colonial League formed.: [192, 596, 364, 638]
- paragraph: Australian securities are firm.: [200, 711, 303, 722]
- paragraph: The entire capital for the Australasian Submarine Telegraph Company to connect Singapore with Port Darwin has been subscribed in London. The line is to be completed and ready for work in 1871.: [192, 829, 364, 880]
- court-before: (Before W. L. Simpson, Esq., R.M.): [576, 221, 696, 232]
- paragraph: A terrible storm occurred in Limerick, by which some old houses were blown down, and many people killed.: [8, 997, 180, 1028]
- paragraph: The New Zealand flax market is dull but steady; quotations, L40 7s., showing a fall of L5 per ton. The decline is attributed to heavy arrivals and the fall in Manilla hemp. The best flax is at L45. New Zealand securities are improved. Bankruptcies are extremely numerous.: [8, 1088, 180, 1150]
- paragraph: The Œcumenical Council was opened on the 8th, amidst the pealing of the bells from 360 churches. The Council was inaugurated by a discourse from the Archbishop of Iconium, a Benedictine.: [192, 70, 364, 122]
- paragraph: The wool sales will commence on February 10th. The stocks are small.: [192, 638, 364, 659]
- letter-name: Cotter, William: [460, 947, 512, 957]
- paragraph: The obnoxious newspaper, the "Marseillaise," has been seized and the Chamber of Deputies has authorised the prosecution of M. Rochefort made a violent speech in the Chamber, demanding that the Prince should be tried before an ordinary tribunal. M. Ollivier defended the proceeding, as being conformable to law, and remarked with respect to the popular excitement that he would defend the law by force if necessary.: [192, 1066, 364, 1159]
- escort-name: Woolshed: [550, 96, 585, 107]
- paragraph: The last series of wool sales was concluded on the 8th December. They comprised 133,943 bales. An animated tone characterised the biddings for the better kinds; but the prices were unchanged. Inferior sorts were 1d to 1d per lb higher. Victorian fleece and lamb fetched 1s to 2s 6d; scoured, 4s, 1s to 2s; unwashed, 7d to 1s. New South Wales fleece and lamb, 10½d to 1s; scoured, 1s to 2s 3d; unwashed, 5d to 9d.: [192, 736, 364, 828]
- divider: [781, 1028, 850, 1029]
- letter-name: [460, 1188, 543, 1198]
- paragraph: Judgment was given against the Rev. Mr. Mackonochie for kneeling before the consecrated elements. He was condemned in costs.: [8, 609, 180, 641]
- letter-name: Johnston, Wm.: [460, 1067, 511, 1077]
- divider: [781, 549, 850, 550]
- dateline: London, December 31st.: [51, 94, 137, 105]
- paragraph: Sailed for Otago—Albatross, 13th November; Canna, 4th December; Jessie Readman, 14th December; William Lindsay.: [8, 1166, 180, 1197]
- subheading-france: France.: [80, 1267, 108, 1278]
- subheading-bombay: Bombay.: [330, 502, 360, 513]
- paragraph: On Saturday, 5th instant, our monthly Court was held, before I. N. Wood, Esq., R.M., and some very important cases disposed off. Yaldwin, of Pukey station, sued M'Alister for £10 damages done to sheep by his dog. James Rodgers was called and deposed that he saw a dog with hold of a sheep. He examined the sheep, but saw nothing wrong with it. The dog ran off in the direction of the station. He tried to follow it, but could not. He then reported the circumstance at the station, where a dog like the one referred to was shown him, and said to be M'Allister's. The dog was black and tan. He had seen many dogs of the same colour, and could not swear the dog shown him was the same he had seen tearing the sheep. He was aware that a dog working sheep on a station would go back and round them. In rounding-up sheep, a dog sometimes catches hold of one. Matheson, Yaldwin's shepherd, who tried several times to evade the administration of the oath, was severely reprimanded by the Magistrate. His evidence was to the effect that on going over the paddocks he found four sheep and two lambs lying dead, evidently having been torn by a dog. After several questions had been put to this witness by the defendant, he was ordered by the Magistrate to leave the Court. M'Allister was then sworn, and stated that he had had the dog four years, and never knew it to harm sheep, or it would have been to his interest to destroy it. Witness had left Yaldwin's employment, and it was only natural for the dog to return to the station. He had promised Yaldwin to destroy the dog if he could prove that it had killed the sheep referred to. Case dismissed.: [911, 413, 1105, 730]
- paragraph: For the defence, a witness was called who proved that Fisher had given a race to the accused, telling him that there was some gold in it which he might have; and it was also proved that Fisher had two tail-races in close proximity to each other, one of which he had given to accused. It was also shewn that Fisher had threatened violence to accused, and had followed him with a stick. It was contended that accused being a foreigner had been mistaken as to which race had been given to him; and as he had gone to work in broad daylight, it was not probable that he had been actuated by any felonious intent.: [729, 162, 901, 296]
- escort-table: [550, 55, 722, 189]
- issue-date: Saturday, February 26, 1870.: [12, 6, 163, 21]
- paragraph: Weather fine, racing good, attendance middling.: [371, 225, 543, 246]
- letter-name: Hunter, David: [460, 1047, 508, 1057]
- escort-name: Switzers: [550, 106, 580, 117]
- letter-name: M'Kidd, George: [460, 1167, 515, 1177]
